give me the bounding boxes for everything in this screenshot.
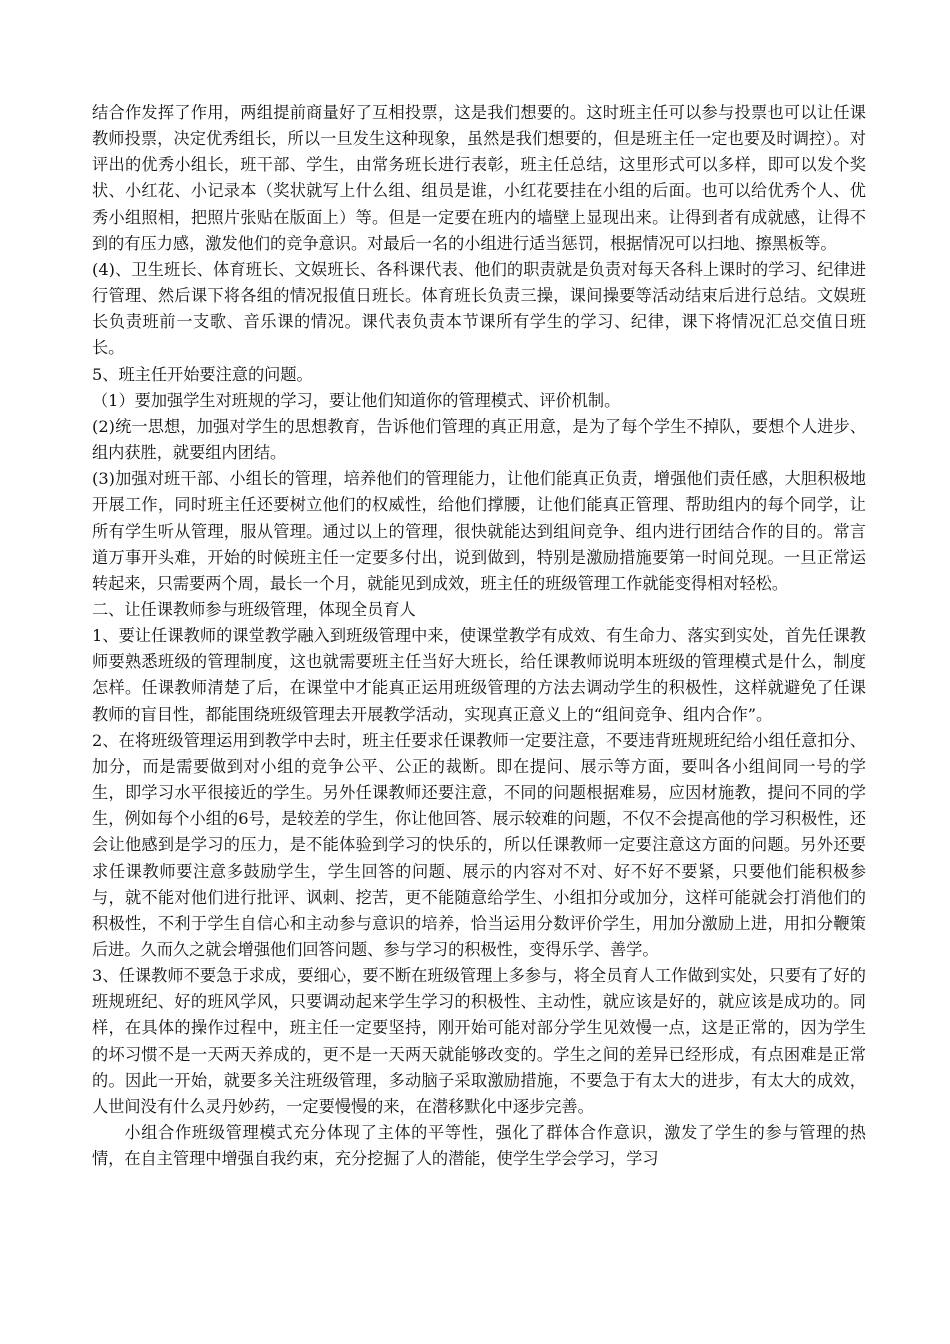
- paragraph-conclusion: 小组合作班级管理模式充分体现了主体的平等性，强化了群体合作意识，激发了学生的参与管理的热情，在自主管理中增强自我约束，充分挖掘了人的潜能，使学生学会学习，学习: [92, 1123, 866, 1169]
- paragraph-point-3: 3、任课教师不要急于求成，要细心，要不断在班级管理上多参与，将全员育人工作做到实处，只要有了好的班规班纪、好的班风学风，只要调动起来学生学习的积极性、主动性，就应该是好的，就应该是成功的。同样，在具体的操作过程中，班主任一定要坚持，刚开始可能对部分学生见效慢一点，这是正常的，因为学生的坏习惯不是一天两天养成的，更不是一天两天就能够改变的。学生之间的差异已经形成，有点困难是正常的。因此一开始，就要多关注班级管理，多动脑子采取激励措施，不要急于有太大的进步，有太大的成效，人世间没有什么灵丹妙药，一定要慢慢的来，在潜移默化中逐步完善。: [92, 966, 866, 1116]
- paragraph-class-leaders-duties: (4)、卫生班长、体育班长、文娱班长、各科课代表、他们的职责就是负责对每天各科上课时的学习、纪律进行管理、然后课下将各组的情况报值日班长。体育班长负责三操，课间操要等活动结束后进行总结。文娱班长负责班前一支歌、音乐课的情况。课代表负责本节课所有学生的学习、纪律，课下将情况汇总交值日班长。: [92, 259, 866, 358]
- list-item-1: （1）要加强学生对班规的学习，要让他们知道你的管理模式、评价机制。: [92, 390, 621, 410]
- paragraph-point-1: 1、要让任课教师的课堂教学融入到班级管理中来，使课堂教学有成效、有生命力、落实到实处，首先任课教师要熟悉班级的管理制度，这也就需要班主任当好大班长，给任课教师说明本班级的管理模式是什么，制度怎样。任课教师清楚了后，在课堂中才能真正运用班级管理的方法去调动学生的积极性，这样就避免了任课教师的盲目性，都能围绕班级管理去开展教学活动，实现真正意义上的“组间竞争、组内合作”。: [92, 626, 866, 724]
- paragraph-point-2: 2、在将班级管理运用到教学中去时，班主任要求任课教师一定要注意，不要违背班规班纪给小组任意扣分、加分，而是需要做到对小组的竞争公平、公正的裁断。即在提问、展示等方面，要叫各小组间同一号的学生，即学习水平很接近的学生。另外任课教师还要注意，不同的问题根据难易，应因材施教，提问不同的学生，例如每个小组的6号，是较差的学生，你让他回答、展示较难的问题，不仅不会提高他的学习积极性，还会让他感到是学习的压力，是不能体验到学习的快乐的，所以任课教师一定要注意这方面的问题。另外还要求任课教师要注意多鼓励学生，学生回答的问题、展示的内容对不对、好不好不要紧，只要他们能积极参与，就不能对他们进行批评、讽刺、挖苦，更不能随意给学生、小组扣分或加分，这样可能就会打消他们的积极性，不利于学生自信心和主动参与意识的培养，恰当运用分数评价学生，用加分激励上进，用扣分鞭策后进。久而久之就会增强他们回答问题、参与学习的积极性，变得乐学、善学。: [92, 730, 866, 959]
- document-page: [92, 100, 866, 1172]
- list-item-2: (2)统一思想，加强对学生的思想教育，告诉他们管理的真正用意，是为了每个学生不掉队，要想个人进步、组内获胜，就要组内团结。: [92, 416, 866, 463]
- section-heading-teacher-participation: 二、让任课教师参与班级管理，体现全员育人: [92, 599, 416, 619]
- list-item-3: (3)加强对班干部、小组长的管理，培养他们的管理能力，让他们能真正负责，增强他们责任感，大胆积极地开展工作，同时班主任还要树立他们的权威性，给他们撑腰，让他们能真正管理、帮助组内的每个同学，让所有学生听从管理，服从管理。通过以上的管理，很快就能达到组间竞争、组内进行团结合作的目的。常言道万事开头难，开始的时候班主任一定要多付出，说到做到，特别是激励措施要第一时间兑现。一旦正常运转起来，只需要两个周，最长一个月，就能见到成效，班主任的班级管理工作就能变得相对轻松。: [92, 469, 866, 593]
- section-heading-teacher-notes: 5、班主任开始要注意的问题。: [92, 364, 313, 384]
- paragraph-award-summary: 结合作发挥了作用，两组提前商量好了互相投票，这是我们想要的。这时班主任可以参与投票也可以让任课教师投票，决定优秀组长，所以一旦发生这种现象，虽然是我们想要的，但是班主任一定也要及时调控）。对评出的优秀小组长，班干部、学生，由常务班长进行表彰，班主任总结，这里形式可以多样，即可以发个奖状、小红花、小记录本（奖状就写上什么组、组员是谁，小红花要挂在小组的后面。也可以给优秀个人、优秀小组照相，把照片张贴在版面上）等。但是一定要在班内的墙壁上显现出来。让得到者有成就感，让得不到的有压力感，激发他们的竞争意识。对最后一名的小组进行适当惩罚，根据情况可以扫地、擦黑板等。: [92, 103, 866, 253]
